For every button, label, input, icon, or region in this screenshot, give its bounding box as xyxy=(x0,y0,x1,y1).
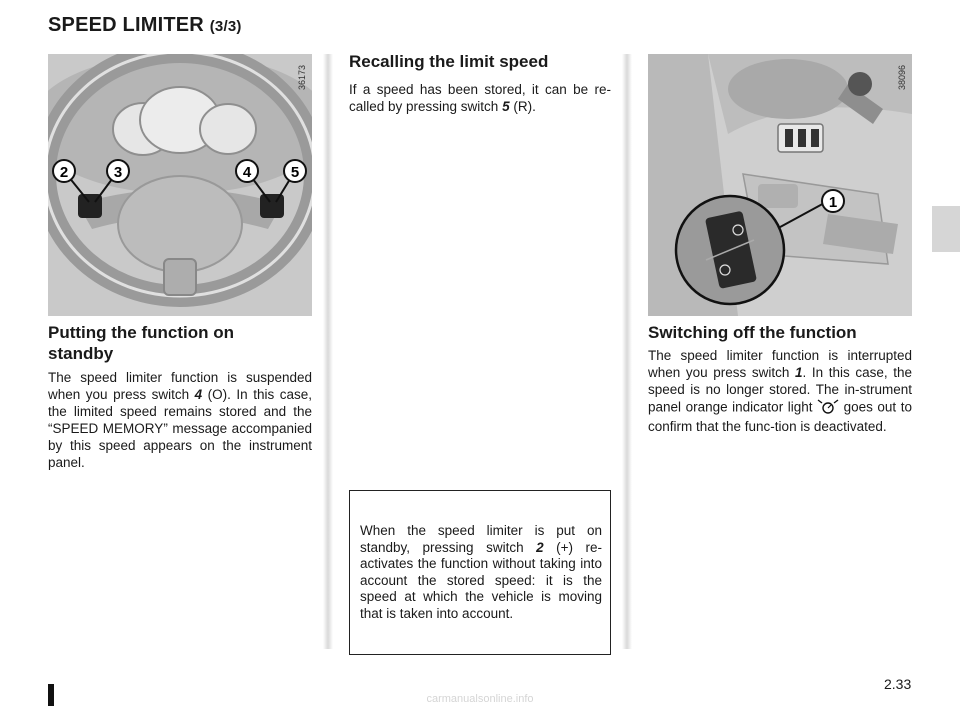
figure-code-36173: 36173 xyxy=(297,64,307,90)
right-switch-block xyxy=(260,194,284,218)
callout-4 xyxy=(236,160,258,182)
steering-wheel-illustration xyxy=(48,54,312,316)
note-box xyxy=(349,490,611,655)
switch-inset xyxy=(676,196,784,304)
left-paragraph: The speed limiter function is suspended when you press switch 4 (O). In this case, the limited speed remains stored and the “SPEED MEMORY” message accompanied by this speed appears on the instrument panel. xyxy=(48,370,313,470)
page-number: 2.33 xyxy=(884,676,912,692)
middle-paragraph: If a speed has been stored, it can be re-called by pressing switch 5 (R). xyxy=(349,82,611,114)
callout-2 xyxy=(53,160,75,182)
section-tab xyxy=(932,206,960,252)
column-divider-right xyxy=(622,54,632,649)
svg-text:3: 3 xyxy=(113,164,123,181)
steering-wheel-photo xyxy=(48,54,312,316)
dashboard-switch-photo xyxy=(648,54,912,316)
page-title: SPEED LIMITER (3/3) xyxy=(48,14,242,36)
footer-watermark: carmanualsonline.info xyxy=(426,693,534,705)
callout-3 xyxy=(107,160,129,182)
right-heading: Switching off the function xyxy=(648,323,857,342)
svg-text:4: 4 xyxy=(242,164,252,181)
callout-5 xyxy=(284,160,306,182)
dashboard-illustration xyxy=(648,54,912,316)
callout-1 xyxy=(822,190,844,212)
figure-code-38096: 38096 xyxy=(897,64,907,90)
note-text: When the speed limiter is put on standby, pressing switch 2 (+) re-activates the function without taking into account the stored speed: it is the speed at which the vehicle is moving that is taken into account. xyxy=(360,523,602,621)
column-divider-left xyxy=(323,54,333,649)
svg-text:5: 5 xyxy=(290,164,300,181)
middle-heading: Recalling the limit speed xyxy=(349,52,549,71)
left-heading: Putting the function on standby xyxy=(48,323,235,363)
svg-text:2: 2 xyxy=(59,164,69,181)
speed-limiter-indicator-icon xyxy=(817,398,839,418)
svg-text:1: 1 xyxy=(828,194,838,211)
right-paragraph: The speed limiter function is interrupted when you press switch 1. In this case, the speed is no longer stored. The in-strument panel orange indicator light goes out to confirm that the func-tion is deactivated. xyxy=(648,348,912,434)
